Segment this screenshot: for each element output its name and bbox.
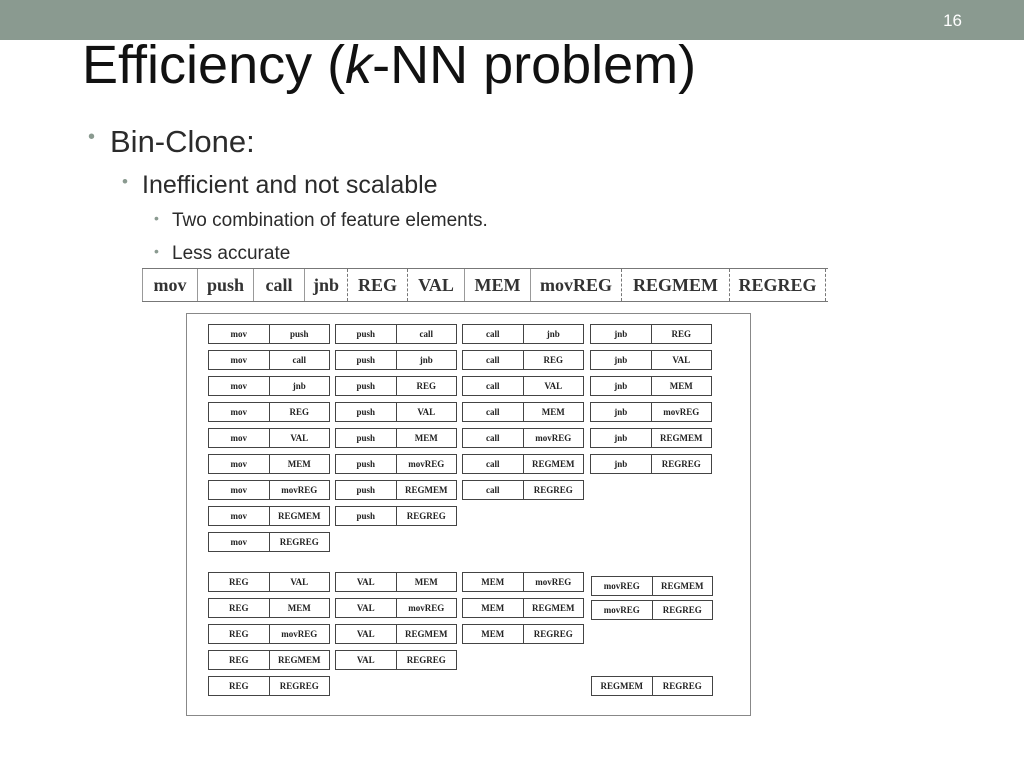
title-italic-k: k — [345, 35, 373, 95]
pair-first-element: MEM — [463, 625, 524, 643]
combination-pair-push — [335, 376, 457, 396]
pair-first-element: call — [463, 481, 524, 499]
combination-pair-push — [335, 402, 457, 422]
pair-second-element: REG — [543, 355, 563, 365]
combination-pair-REG — [208, 624, 330, 644]
pair-second-element: call — [292, 355, 306, 365]
pair-second-element: MEM — [414, 577, 438, 587]
pair-second-element: movREG — [281, 485, 318, 495]
pair-first-element: push — [336, 481, 397, 499]
pair-second-element: MEM — [287, 459, 311, 469]
feature-element-strip — [142, 268, 828, 302]
bullet-level-3 — [154, 210, 488, 232]
bullet-level-1 — [88, 124, 255, 160]
combination-pair-push — [335, 454, 457, 474]
slide-number: 16 — [943, 11, 962, 30]
pair-second-element: REGREG — [406, 511, 446, 521]
pair-first-element: jnb — [591, 403, 652, 421]
pair-second-element: REG — [416, 381, 436, 391]
pair-second-element: movREG — [408, 603, 445, 613]
pair-second-element: REGREG — [661, 459, 701, 469]
pair-first-element: REG — [209, 625, 270, 643]
combination-pair-jnb — [590, 402, 712, 422]
combination-pair-jnb — [590, 350, 712, 370]
strip-end-border — [825, 269, 828, 301]
pair-second-element: VAL — [417, 407, 436, 417]
combination-pair-mov — [208, 324, 330, 344]
combination-pair-VAL — [335, 572, 457, 592]
feature-element-cell: movREG — [530, 269, 621, 301]
pair-first-element: VAL — [336, 573, 397, 591]
pair-first-element: jnb — [591, 351, 652, 369]
pair-second-element: REGMEM — [405, 485, 448, 495]
combination-pair-jnb — [590, 324, 712, 344]
pair-first-element: mov — [209, 429, 270, 447]
feature-element-cell: call — [253, 269, 304, 301]
combination-pair-mov — [208, 350, 330, 370]
pair-first-element: call — [463, 377, 524, 395]
pair-second-element: movREG — [535, 433, 572, 443]
pair-second-element: call — [419, 329, 433, 339]
combination-pair-MEM — [462, 598, 584, 618]
pair-second-element: REGMEM — [532, 459, 575, 469]
combination-pair-call — [462, 454, 584, 474]
pair-first-element: mov — [209, 325, 270, 343]
combination-pair-REG — [208, 598, 330, 618]
pair-second-element: VAL — [672, 355, 691, 365]
pair-second-element: REGMEM — [405, 629, 448, 639]
pair-first-element: VAL — [336, 651, 397, 669]
pair-first-element: REG — [209, 651, 270, 669]
pair-first-element: push — [336, 429, 397, 447]
pair-first-element: MEM — [463, 599, 524, 617]
combination-pair-push — [335, 350, 457, 370]
pair-first-element: mov — [209, 533, 270, 551]
pair-second-element: jnb — [419, 355, 433, 365]
pair-first-element: push — [336, 377, 397, 395]
pair-second-element: jnb — [292, 381, 306, 391]
pair-first-element: REG — [209, 599, 270, 617]
feature-element-cell: MEM — [464, 269, 530, 301]
bullet-dot-icon: • — [154, 243, 159, 259]
combination-pair-call — [462, 402, 584, 422]
pair-second-element: REGMEM — [661, 581, 704, 591]
combination-pair-jnb — [590, 428, 712, 448]
combination-pair-call — [462, 480, 584, 500]
pair-second-element: REGREG — [662, 681, 702, 691]
pair-first-element: movREG — [592, 601, 653, 619]
feature-element-cell: REG — [347, 269, 407, 301]
bullet-dot-icon: • — [88, 126, 96, 148]
pair-second-element: VAL — [544, 381, 563, 391]
pair-second-element: REGMEM — [532, 603, 575, 613]
combination-pair-mov — [208, 376, 330, 396]
pair-second-element: REGMEM — [660, 433, 703, 443]
pair-first-element: mov — [209, 351, 270, 369]
combination-pair-REG — [208, 676, 330, 696]
pair-first-element: REG — [209, 573, 270, 591]
pair-second-element: movREG — [535, 577, 572, 587]
pair-first-element: call — [463, 455, 524, 473]
pair-second-element: REG — [289, 407, 309, 417]
combination-pair-push — [335, 506, 457, 526]
combination-pair-mov — [208, 532, 330, 552]
pair-first-element: mov — [209, 481, 270, 499]
pair-second-element: movREG — [663, 407, 700, 417]
combination-pair-push — [335, 480, 457, 500]
pair-first-element: push — [336, 325, 397, 343]
bullet-dot-icon: • — [122, 172, 128, 191]
pair-second-element: MEM — [669, 381, 693, 391]
pair-second-element: REG — [671, 329, 691, 339]
pair-second-element: REGREG — [279, 537, 319, 547]
pair-first-element: push — [336, 507, 397, 525]
pair-second-element: REGREG — [406, 655, 446, 665]
combination-pair-movREG — [591, 600, 713, 620]
combination-figure — [186, 313, 751, 716]
pair-first-element: call — [463, 325, 524, 343]
pair-second-element: REGREG — [662, 605, 702, 615]
pair-second-element: MEM — [287, 603, 311, 613]
combination-pair-mov — [208, 506, 330, 526]
pair-second-element: jnb — [546, 329, 560, 339]
pair-second-element: REGREG — [533, 485, 573, 495]
pair-first-element: REGMEM — [592, 677, 653, 695]
combination-pair-MEM — [462, 572, 584, 592]
combination-pair-MEM — [462, 624, 584, 644]
pair-first-element: mov — [209, 403, 270, 421]
pair-first-element: jnb — [591, 455, 652, 473]
pair-second-element: MEM — [414, 433, 438, 443]
pair-first-element: call — [463, 403, 524, 421]
bullet-text: Inefficient and not scalable — [142, 171, 438, 199]
pair-first-element: jnb — [591, 325, 652, 343]
pair-first-element: mov — [209, 455, 270, 473]
feature-element-cell: REGREG — [729, 269, 825, 301]
feature-element-cell: VAL — [407, 269, 464, 301]
feature-element-cell: push — [197, 269, 253, 301]
pair-first-element: call — [463, 429, 524, 447]
pair-first-element: push — [336, 455, 397, 473]
pair-first-element: MEM — [463, 573, 524, 591]
combination-pair-jnb — [590, 454, 712, 474]
pair-first-element: push — [336, 351, 397, 369]
combination-pair-mov — [208, 402, 330, 422]
bullet-text: Two combination of feature elements. — [172, 210, 488, 231]
pair-first-element: jnb — [591, 377, 652, 395]
pair-first-element: VAL — [336, 599, 397, 617]
pair-first-element: mov — [209, 507, 270, 525]
pair-first-element: jnb — [591, 429, 652, 447]
combination-pair-call — [462, 376, 584, 396]
pair-second-element: REGREG — [279, 681, 319, 691]
pair-first-element: push — [336, 403, 397, 421]
pair-second-element: MEM — [541, 407, 565, 417]
pair-second-element: REGMEM — [278, 511, 321, 521]
combination-pair-VAL — [335, 624, 457, 644]
pair-first-element: call — [463, 351, 524, 369]
pair-second-element: VAL — [290, 433, 309, 443]
pair-second-element: REGMEM — [278, 655, 321, 665]
combination-pair-REG — [208, 572, 330, 592]
feature-element-cell: jnb — [304, 269, 347, 301]
combination-pair-mov — [208, 454, 330, 474]
bullet-text: Bin-Clone: — [110, 124, 255, 159]
pair-second-element: movREG — [281, 629, 318, 639]
bullet-text: Less accurate — [172, 243, 291, 264]
bullet-level-3 — [154, 243, 291, 265]
slide-title — [82, 30, 696, 100]
combination-pair-call — [462, 324, 584, 344]
title-text-end: -NN problem) — [372, 35, 697, 95]
pair-second-element: push — [289, 329, 309, 339]
combination-pair-mov — [208, 480, 330, 500]
pair-first-element: VAL — [336, 625, 397, 643]
combination-pair-VAL — [335, 650, 457, 670]
pair-first-element: REG — [209, 677, 270, 695]
pair-second-element: movREG — [408, 459, 445, 469]
title-text-start: Efficiency ( — [82, 35, 346, 95]
combination-pair-jnb — [590, 376, 712, 396]
pair-first-element: mov — [209, 377, 270, 395]
feature-element-cell: REGMEM — [621, 269, 729, 301]
pair-second-element: REGREG — [533, 629, 573, 639]
combination-pair-call — [462, 350, 584, 370]
combination-pair-push — [335, 428, 457, 448]
combination-pair-movREG — [591, 576, 713, 596]
pair-first-element: movREG — [592, 577, 653, 595]
bullet-dot-icon: • — [154, 210, 159, 226]
combination-pair-REG — [208, 650, 330, 670]
combination-pair-mov — [208, 428, 330, 448]
combination-pair-REGMEM — [591, 676, 713, 696]
combination-pair-call — [462, 428, 584, 448]
bullet-level-2 — [122, 171, 438, 200]
combination-pair-VAL — [335, 598, 457, 618]
pair-second-element: VAL — [290, 577, 309, 587]
combination-pair-push — [335, 324, 457, 344]
feature-element-cell: mov — [142, 269, 197, 301]
